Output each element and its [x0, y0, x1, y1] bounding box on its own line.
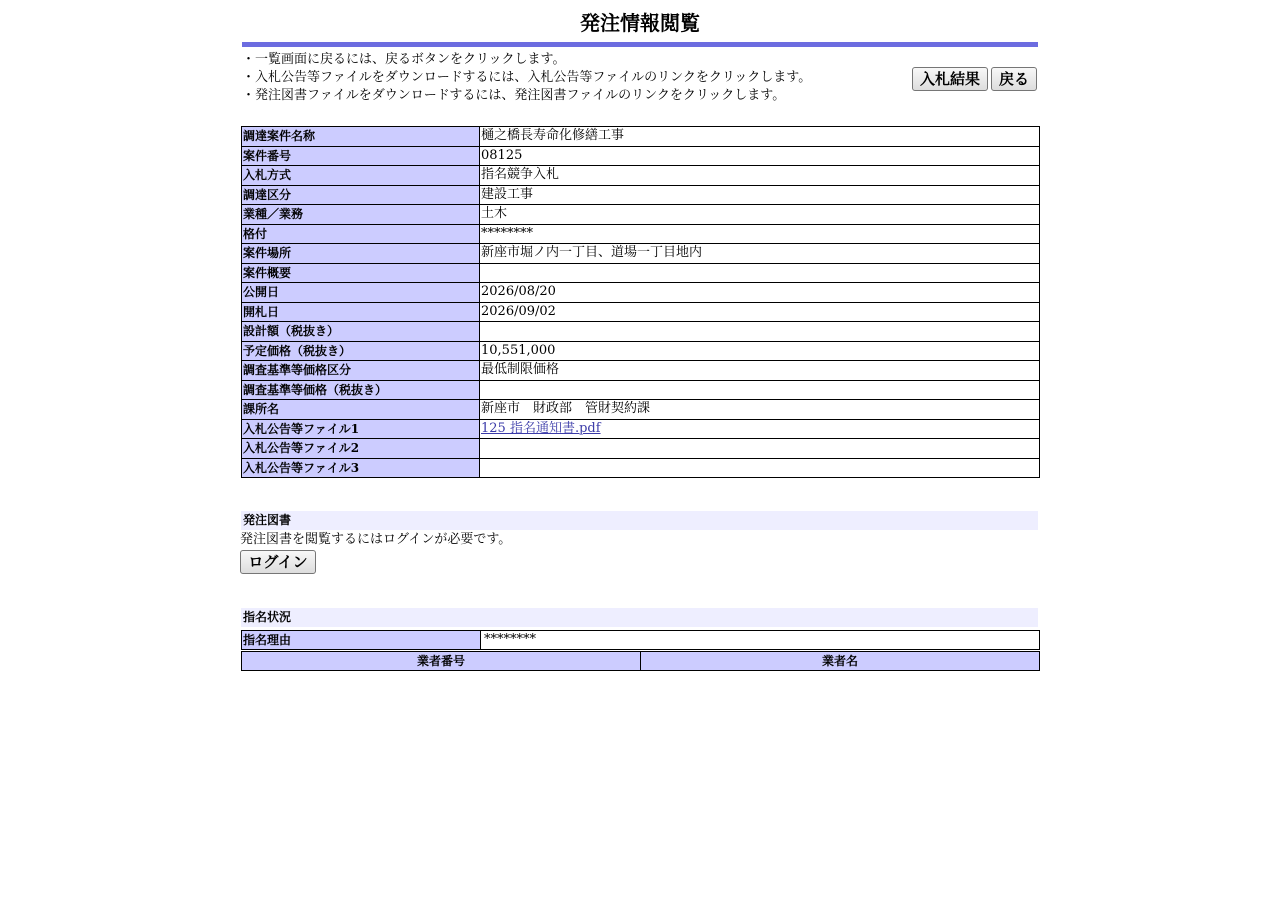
row-label: 調達区分	[242, 185, 480, 205]
nomination-reason-label: 指名理由	[242, 631, 481, 650]
table-row	[242, 419, 1040, 439]
row-label: 予定価格（税抜き）	[242, 341, 480, 361]
column-header-vendor-number: 業者番号	[242, 652, 641, 671]
table-row	[242, 380, 1040, 400]
row-value	[480, 439, 1040, 459]
table-row	[242, 302, 1040, 322]
row-value	[480, 419, 1040, 439]
back-button[interactable]: 戻る	[991, 67, 1037, 91]
bid-notice-file-1-link[interactable]: 125 指名通知書.pdf	[481, 420, 601, 436]
title-divider	[242, 42, 1038, 47]
instructions	[242, 51, 902, 105]
table-row	[242, 263, 1040, 283]
table-row	[242, 631, 1040, 650]
table-row	[242, 127, 1040, 147]
table-row	[242, 283, 1040, 303]
table-row	[242, 146, 1040, 166]
table-row	[242, 166, 1040, 186]
row-value: 08125	[480, 146, 1040, 166]
row-label: 案件番号	[242, 146, 480, 166]
row-value: 2026/09/02	[480, 302, 1040, 322]
nomination-section-heading: 指名状況	[241, 608, 1038, 627]
table-row	[242, 322, 1040, 342]
row-value: 建設工事	[480, 185, 1040, 205]
row-label: 案件概要	[242, 263, 480, 283]
top-button-group	[912, 67, 1038, 91]
table-row	[242, 400, 1040, 420]
nomination-reason-value: ********	[481, 631, 1040, 650]
row-value: ********	[480, 224, 1040, 244]
row-label: 業種／業務	[242, 205, 480, 225]
row-value: 樋之橋長寿命化修繕工事	[480, 127, 1040, 147]
table-row	[242, 185, 1040, 205]
row-label: 調査基準等価格区分	[242, 361, 480, 381]
row-value	[480, 263, 1040, 283]
instruction-line: ・入札公告等ファイルをダウンロードするには、入札公告等ファイルのリンクをクリックします。	[242, 70, 812, 85]
nomination-reason-table	[241, 630, 1040, 650]
row-label: 入札方式	[242, 166, 480, 186]
row-value	[480, 458, 1040, 478]
row-value: 新座市 財政部 管財契約課	[480, 400, 1040, 420]
page-title: 発注情報閲覧	[580, 11, 700, 35]
bid-result-button[interactable]: 入札結果	[912, 67, 988, 91]
table-row	[242, 244, 1040, 264]
table-row	[242, 224, 1040, 244]
table-row	[242, 439, 1040, 459]
row-label: 公開日	[242, 283, 480, 303]
row-value: 新座市堀ノ内一丁目、道場一丁目地内	[480, 244, 1040, 264]
row-value: 2026/08/20	[480, 283, 1040, 303]
row-label: 入札公告等ファイル2	[242, 439, 480, 459]
column-header-vendor-name: 業者名	[641, 652, 1040, 671]
row-value: 10,551,000	[480, 341, 1040, 361]
table-row	[242, 361, 1040, 381]
drawings-section-heading: 発注図書	[241, 511, 1038, 530]
row-value	[480, 380, 1040, 400]
instruction-line: ・一覧画面に戻るには、戻るボタンをクリックします。	[242, 52, 566, 67]
row-label: 開札日	[242, 302, 480, 322]
row-label: 設計額（税抜き）	[242, 322, 480, 342]
row-value: 最低制限価格	[480, 361, 1040, 381]
row-label: 入札公告等ファイル1	[242, 419, 480, 439]
row-label: 案件場所	[242, 244, 480, 264]
login-button[interactable]: ログイン	[240, 550, 316, 574]
row-label: 調査基準等価格（税抜き）	[242, 380, 480, 400]
row-value: 指名競争入札	[480, 166, 1040, 186]
table-header-row	[242, 652, 1040, 671]
row-label: 調達案件名称	[242, 127, 480, 147]
procurement-info-table	[241, 126, 1040, 478]
row-label: 入札公告等ファイル3	[242, 458, 480, 478]
row-label: 格付	[242, 224, 480, 244]
login-required-note: 発注図書を閲覧するにはログインが必要です。	[240, 532, 512, 547]
table-row	[242, 341, 1040, 361]
table-row	[242, 458, 1040, 478]
row-label: 課所名	[242, 400, 480, 420]
table-row	[242, 205, 1040, 225]
nominated-vendors-table	[241, 651, 1040, 671]
row-value: 土木	[480, 205, 1040, 225]
instruction-line: ・発注図書ファイルをダウンロードするには、発注図書ファイルのリンクをクリックします。	[242, 88, 786, 103]
row-value	[480, 322, 1040, 342]
